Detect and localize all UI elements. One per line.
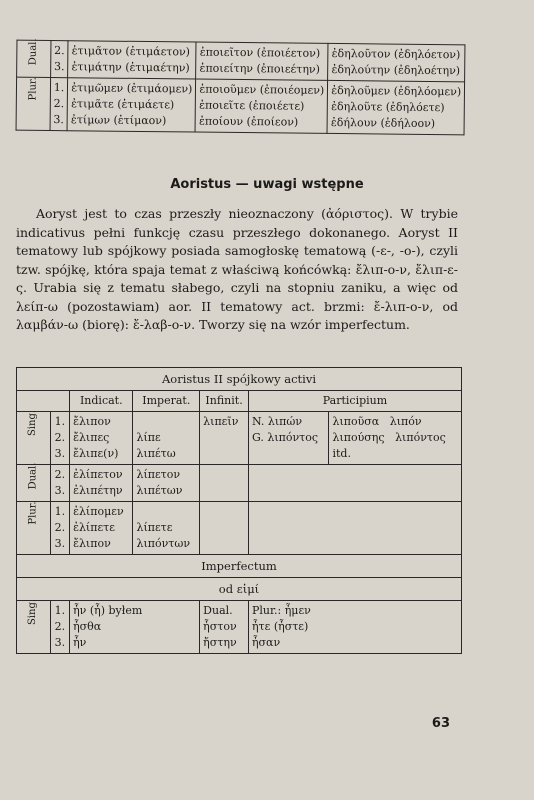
person-numbers: 1. 2. 3. — [50, 78, 68, 131]
plur-label: Plur. — [17, 502, 51, 555]
participium-itd: itd. — [332, 447, 351, 460]
participium-masc: N. λιπών G. λιπόντος — [248, 412, 329, 465]
person-numbers: 1. 2. 3. — [50, 412, 69, 465]
plur-row — [17, 502, 462, 555]
participium-fem-neut: λιποῦσα λιπόν λιπούσης λιπόντος itd. — [329, 412, 462, 465]
indicat-header: Indicat. — [70, 391, 133, 412]
person-numbers: 1. 2. 3. — [50, 502, 69, 555]
sing-imperat: λίπε λιπέτω — [133, 412, 200, 465]
imperf-sing-label: Sing. — [17, 601, 51, 654]
imperfectum-title: Imperfectum — [17, 555, 462, 578]
poiein-column: ἐποιεῖτον (ἐποιέετον) ἐποιείτην (ἐποιεέτην) — [196, 42, 328, 80]
imperfectum-subtitle: od εἰμί — [17, 578, 462, 601]
dual-label: Dual. — [17, 40, 51, 77]
dual-indicat: ἐλίπετον ἐλιπέτην — [70, 465, 133, 502]
person-numbers: 2. 3. — [50, 41, 68, 78]
aorist-table — [16, 367, 462, 654]
participium-header: Participium — [248, 391, 461, 412]
page-number: 63 — [431, 716, 450, 731]
plur-label: Plur. — [16, 77, 50, 130]
dual-imperat: λίπετον λιπέτων — [133, 465, 200, 502]
imperf-dual-label: Dual. — [203, 604, 233, 617]
plur-imperat: λίπετε λιπόντων — [133, 502, 200, 555]
imperat-header: Imperat. — [133, 391, 200, 412]
aorist-table-title: Aoristus II spójkowy activi — [17, 368, 462, 391]
aorist-header-row — [17, 391, 462, 412]
deloun-column: ἐδηλοῦτον (ἐδηλόετον) ἐδηλούτην (ἐδηλοέτην) — [328, 43, 465, 81]
dual-row — [17, 465, 462, 502]
plur-indicat: ἐλίπομεν ἐλίπετε ἔλιπον — [70, 502, 133, 555]
sing-label: Sing. — [17, 412, 51, 465]
dual-label: Dual. — [17, 465, 51, 502]
infinit-header: Infinit. — [200, 391, 249, 412]
sing-indicat: ἔλιπον ἔλιπες ἔλιπε(ν) — [70, 412, 133, 465]
intro-paragraph — [16, 205, 458, 335]
section-title: Aoristus — uwagi wstępne — [170, 177, 364, 192]
imperf-dual-forms: Dual. ἦστον ἤστην — [200, 601, 249, 654]
imperf-sing-forms: ἦν (ἦ) byłem ἦσθα ἦν — [70, 601, 200, 654]
imperfectum-row — [17, 601, 462, 654]
imperf-plur-label: Plur. — [251, 604, 278, 617]
person-numbers: 2. 3. — [50, 465, 69, 502]
dual-row — [17, 40, 466, 82]
person-numbers: 1. 2. 3. — [50, 601, 69, 654]
imperf-plur-forms: Plur.: ἦμεν ἦτε (ἦστε) ἦσαν — [248, 601, 461, 654]
paragraph-text: Aoryst jest to czas przeszły nieoznaczony (ἀόριστος). W trybie indicativus pełni funkcję czasu przeszłego dokonanego. Aoryst II tematowy lub spójkowy posiada samogłoskę tematową (-ε-, -ο-), czyli tzw. spójkę, która spaja temat z właściwą końcówką: ἔλιπ-ο-ν, ἔλιπ-ε-ς. Urabia się z tematu słabego, czyli na stopniu zaniku, a więc od λείπ-ω (pozostawiam) aor. II tematowy act. brzmi: ἔ-λιπ-ο-ν, od λαμβάν-ω (biorę): ἔ-λαβ-ο-ν. Tworzy się na wzór imperfectum. — [16, 206, 458, 332]
poiein-column: ἐποιοῦμεν (ἐποιέομεν) ἐποιεῖτε (ἐποιέετε) ἐποίουν (ἐποίεον) — [195, 79, 327, 133]
sing-row — [17, 412, 462, 465]
plur-row — [16, 77, 465, 135]
sing-infinit: λιπεῖν — [200, 412, 249, 465]
contract-verbs-table — [16, 40, 466, 136]
timan-column: ἐτιμῶμεν (ἐτιμάομεν) ἐτιμᾶτε (ἐτιμάετε) ἐτίμων (ἐτίμαον) — [67, 78, 196, 132]
deloun-column: ἐδηλοῦμεν (ἐδηλόομεν) ἐδηλοῦτε (ἐδηλόετε) ἐδήλουν (ἐδήλοον) — [327, 80, 464, 134]
timan-column: ἐτιμᾶτον (ἐτιμάετον) ἐτιμάτην (ἐτιμαέτην) — [68, 41, 196, 79]
